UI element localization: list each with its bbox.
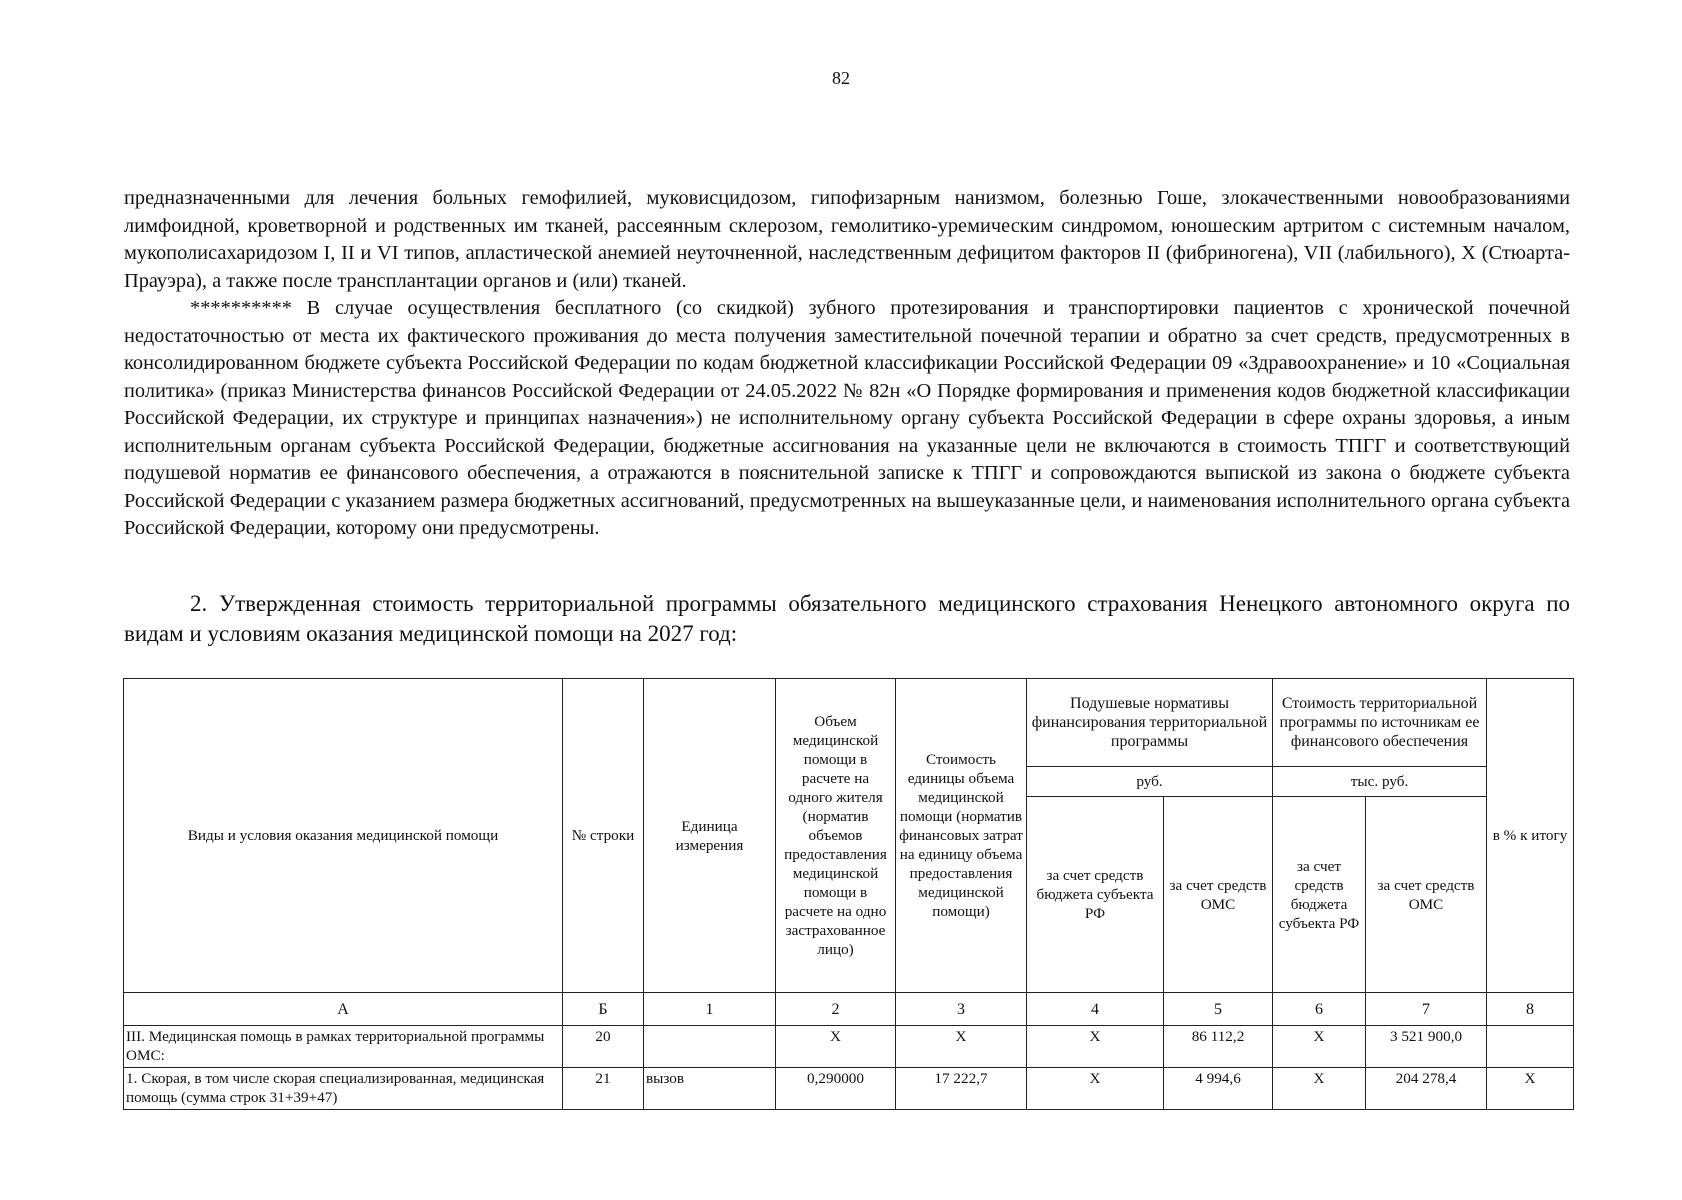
row-tc-oms: 204 278,4 bbox=[1366, 1068, 1487, 1110]
index-cell: 1 bbox=[644, 993, 776, 1026]
row-unit bbox=[644, 1026, 776, 1068]
row-cost: 17 222,7 bbox=[896, 1068, 1027, 1110]
paragraph-1: предназначенными для лечения больных гемофилией, муковисцидозом, гипофизарным нанизмом, болезнью Гоше, злокачественными новообразованиями лимфоидной, кроветворной и родственных им тканей, рассеянным склерозом, гемолитико-уремическим синдромом, юношеским артритом с системным началом, мукополисахаридозом I, II и VI типов, апластической анемией неуточненной, наследственным дефицитом факторов II (фибриногена), VII (лабильного), X (Стюарта-Прауэра), а также после трансплантации органов и (или) тканей. bbox=[124, 187, 1570, 292]
row-percent: Х bbox=[1487, 1068, 1574, 1110]
header-per-capita-group: Подушевые нормативы финансирования территориальной программы bbox=[1027, 679, 1273, 767]
row-number: 20 bbox=[563, 1026, 644, 1068]
header-program-cost-group: Стоимость территориальной программы по источникам ее финансового обеспечения bbox=[1273, 679, 1487, 767]
index-cell: Б bbox=[563, 993, 644, 1026]
header-per-capita-currency: руб. bbox=[1027, 767, 1273, 797]
row-percent bbox=[1487, 1026, 1574, 1068]
index-cell: 8 bbox=[1487, 993, 1574, 1026]
header-pc-oms: за счет средств ОМС bbox=[1164, 797, 1273, 993]
header-pc-budget: за счет средств бюджета субъекта РФ bbox=[1027, 797, 1164, 993]
row-pc-oms: 86 112,2 bbox=[1164, 1026, 1273, 1068]
index-cell: 3 bbox=[896, 993, 1027, 1026]
index-row bbox=[124, 993, 1574, 1026]
row-pc-budget: Х bbox=[1027, 1026, 1164, 1068]
header-kinds: Виды и условия оказания медицинской помощи bbox=[124, 679, 563, 993]
row-volume: Х bbox=[776, 1026, 896, 1068]
footnote-text bbox=[124, 185, 1570, 543]
header-unit: Единица измерения bbox=[644, 679, 776, 993]
paragraph-2: ********** В случае осуществления бесплатного (со скидкой) зубного протезирования и транспортировки пациентов с хронической почечной недостаточностью от места их фактического проживания до места получения заместительной почечной терапии и обратно за счет средств, предусмотренных в консолидированном бюджете субъекта Российской Федерации по кодам бюджетной классификации Российской Федерации 09 «Здравоохранение» и 10 «Социальная политика» (приказ Министерства финансов Российской Федерации от 24.05.2022 № 82н «О Порядке формирования и применения кодов бюджетной классификации Российской Федерации, их структуре и принципах назначения») не исполнительному органу субъекта Российской Федерации в сфере охраны здоровья, а иным исполнительным органам субъекта Российской Федерации, бюджетные ассигнования на указанные цели не включаются в стоимость ТПГГ и соответствующий подушевой норматив ее финансового обеспечения, а отражаются в пояснительной записке к ТПГГ и сопровождаются выпиской из закона о бюджете субъекта Российской Федерации с указанием размера бюджетных ассигнований, предусмотренных на вышеуказанные цели, и наименования исполнительного органа субъекта Российской Федерации, которому они предусмотрены. bbox=[124, 297, 1570, 539]
section-heading-block bbox=[124, 589, 1570, 649]
cost-table bbox=[123, 678, 1574, 1110]
row-pc-budget: Х bbox=[1027, 1068, 1164, 1110]
row-tc-budget: Х bbox=[1273, 1026, 1366, 1068]
row-name: III. Медицинская помощь в рамках территориальной программы ОМС: bbox=[124, 1026, 563, 1068]
page-number: 82 bbox=[832, 68, 850, 88]
header-percent: в % к итогу bbox=[1487, 679, 1574, 993]
table-row bbox=[124, 1068, 1574, 1110]
row-cost: Х bbox=[896, 1026, 1027, 1068]
table-row bbox=[124, 1026, 1574, 1068]
index-cell: 4 bbox=[1027, 993, 1164, 1026]
index-cell: 6 bbox=[1273, 993, 1366, 1026]
header-tc-budget: за счет средств бюджета субъекта РФ bbox=[1273, 797, 1366, 993]
row-number: 21 bbox=[563, 1068, 644, 1110]
row-name: 1. Скорая, в том числе скорая специализированная, медицинская помощь (сумма строк 31+39+47) bbox=[124, 1068, 563, 1110]
row-volume: 0,290000 bbox=[776, 1068, 896, 1110]
index-cell: А bbox=[124, 993, 563, 1026]
index-cell: 7 bbox=[1366, 993, 1487, 1026]
row-tc-oms: 3 521 900,0 bbox=[1366, 1026, 1487, 1068]
index-cell: 5 bbox=[1164, 993, 1273, 1026]
row-unit: вызов bbox=[644, 1068, 776, 1110]
header-program-cost-currency: тыс. руб. bbox=[1273, 767, 1487, 797]
header-row-no: № строки bbox=[563, 679, 644, 993]
row-pc-oms: 4 994,6 bbox=[1164, 1068, 1273, 1110]
header-cost: Стоимость единицы объема медицинской помощи (норматив финансовых затрат на единицу объема предоставления медицинской помощи) bbox=[896, 679, 1027, 993]
index-cell: 2 bbox=[776, 993, 896, 1026]
section-heading: 2. Утвержденная стоимость территориальной программы обязательного медицинского страхования Ненецкого автономного округа по видам и условиям оказания медицинской помощи на 2027 год: bbox=[124, 591, 1570, 646]
header-volume: Объем медицинской помощи в расчете на одного жителя (норматив объемов предоставления медицинской помощи в расчете на одно застрахованное лицо) bbox=[776, 679, 896, 993]
header-tc-oms: за счет средств ОМС bbox=[1366, 797, 1487, 993]
row-tc-budget: Х bbox=[1273, 1068, 1366, 1110]
